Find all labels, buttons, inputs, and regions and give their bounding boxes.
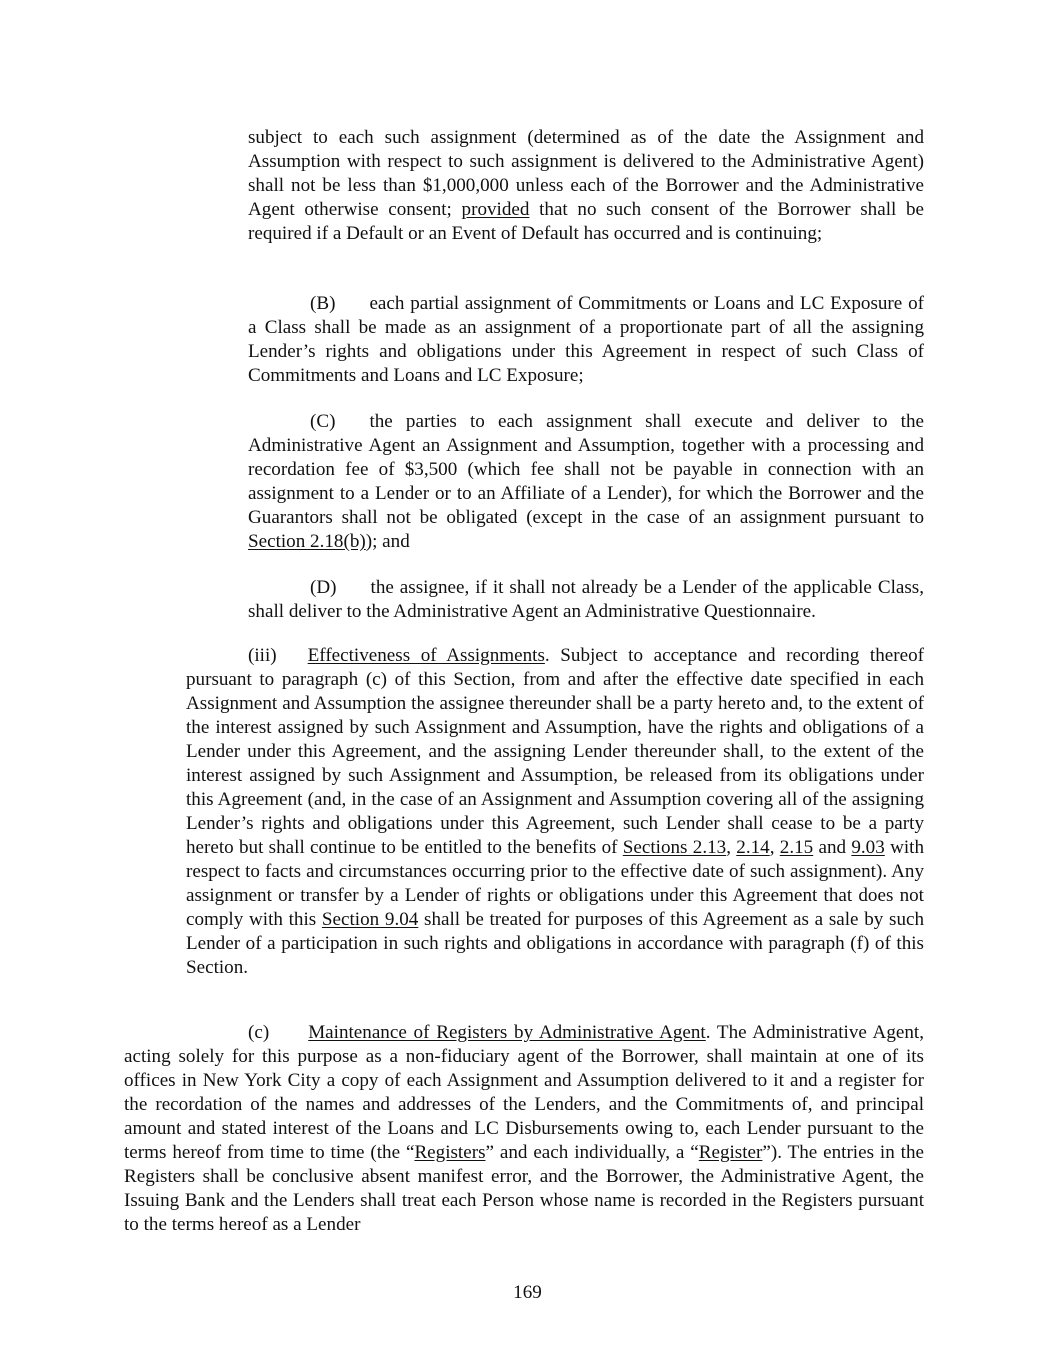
clause-label-c-main: (c)	[248, 1022, 270, 1043]
paragraph-text: ”). The entries in the Registers shall be conclusive absent manifest error, and the Borrower, the Administrative Agent, the Issuing Bank and the Lenders shall treat each Person whose name is recorded in the Registers pursuant to the terms hereof as a Lender	[124, 1142, 924, 1235]
separator-text: ,	[769, 837, 780, 858]
section-reference-link[interactable]: 9.03	[851, 837, 885, 858]
paragraph-text: the assignee, if it shall not already be a Lender of the applicable Class, shall deliver to the Administrative Agent an Administrative Questionnaire.	[248, 577, 924, 622]
clause-label-b: (B)	[310, 293, 336, 314]
paragraph-a-continuation	[248, 126, 924, 246]
paragraph-text: with respect to facts and circumstances occurring prior to the effective date of such assignment). Any assignment or transfer by a Lender of rights or obligations under this Agreement that does not comply with this	[186, 837, 925, 930]
section-reference-link[interactable]: Sections 2.13	[622, 837, 727, 858]
section-reference-link[interactable]: Section 9.04	[321, 909, 419, 930]
section-reference-link[interactable]: Section 2.18(b)	[248, 531, 366, 552]
paragraph-c-registers	[124, 1021, 924, 1237]
section-reference-link[interactable]: 2.15	[779, 837, 814, 858]
separator-text: and	[813, 837, 852, 858]
paragraph-b	[248, 292, 924, 388]
section-heading: Effectiveness of Assignments	[307, 645, 545, 666]
page-number: 169	[513, 1282, 542, 1303]
paragraph-text: shall be treated for purposes of this Agreement as a sale by such Lender of a participation in such rights and obligations in accordance with paragraph (f) of this Section.	[186, 909, 925, 978]
paragraph-text: each partial assignment of Commitments or Loans and LC Exposure of a Class shall be made as an assignment of a proportionate part of all the assigning Lender’s rights and obligations under this Agreement in respect of such Class of Commitments and Loans and LC Exposure;	[248, 293, 924, 386]
paragraph-text: that no such consent of the Borrower shall be required if a Default or an Event of Default has occurred and is continuing;	[248, 199, 925, 244]
clause-label-c: (C)	[310, 411, 336, 432]
paragraph-c-sub	[248, 410, 924, 554]
paragraph-text: ); and	[365, 531, 410, 552]
clause-label-iii: (iii)	[248, 645, 277, 666]
section-heading: Maintenance of Registers by Administrative Agent	[308, 1022, 706, 1043]
section-reference-link[interactable]: 2.14	[736, 837, 770, 858]
paragraph-text: . Subject to acceptance and recording thereof pursuant to paragraph (c) of this Section, from and after the effective date specified in each Assignment and Assumption the assignee thereunder shall be a party hereto and, to the extent of the interest assigned by such Assignment and Assumption, have the rights and obligations of a Lender under this Agreement, and the assigning Lender thereunder shall, to the extent of the interest assigned by such Assignment and Assumption, be released from its obligations under this Agreement (and, in the case of an Assignment and Assumption covering all of the assigning Lender’s rights and obligations under this Agreement, such Lender shall cease to be a party hereto but shall continue to be entitled to the benefits of	[186, 645, 924, 858]
defined-term: Registers	[414, 1142, 486, 1163]
paragraph-d	[248, 576, 924, 624]
separator-text: ,	[726, 837, 737, 858]
clause-label-d: (D)	[310, 577, 337, 598]
paragraph-text: . The Administrative Agent, acting solely for this purpose as a non-fiduciary agent of the Borrower, shall maintain at one of its offices in New York City a copy of each Assignment and Assumption delivered to it and a register for the recordation of the names and addresses of the Lenders, and the Commitments of, and principal amount and stated interest of the Loans and LC Disbursements owing to, each Lender pursuant to the terms hereof from time to time (the “	[124, 1022, 924, 1163]
paragraph-iii	[186, 644, 924, 980]
provided-term: provided	[461, 199, 530, 220]
defined-term: Register	[698, 1142, 763, 1163]
paragraph-text: subject to each such assignment (determined as of the date the Assignment and Assumption with respect to such assignment is delivered to the Administrative Agent) shall not be less than $1,000,000 unless each of the Borrower and the Administrative Agent otherwise consent;	[248, 127, 924, 220]
paragraph-text: the parties to each assignment shall execute and deliver to the Administrative Agent an Assignment and Assumption, together with a processing and recordation fee of $3,500 (which fee shall not be payable in connection with an assignment to a Lender or to an Affiliate of a Lender), for which the Borrower and the Guarantors shall not be obligated (except in the case of an assignment pursuant to	[248, 411, 924, 528]
paragraph-text: ” and each individually, a “	[485, 1142, 699, 1163]
